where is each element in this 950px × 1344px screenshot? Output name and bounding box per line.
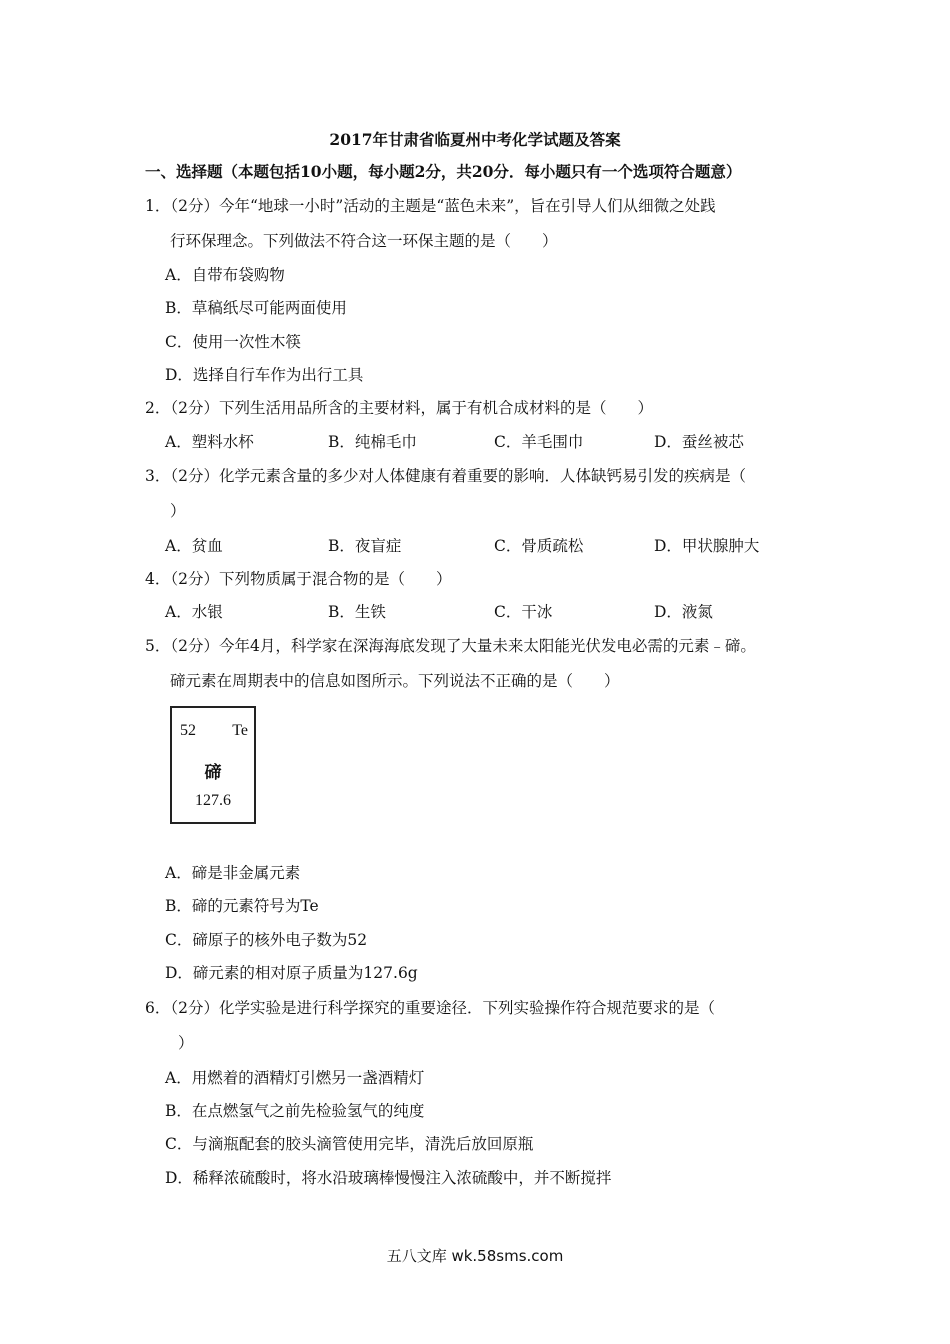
page-footer: 五八文库 wk.58sms.com [386,1247,564,1265]
question-3-option-b: B．夜盲症 [328,537,402,555]
section-heading: 一、选择题（本题包括10小题，每小题2分，共20分．每小题只有一个选项符合题意） [145,162,742,181]
question-1-option-d: D．选择自行车作为出行工具 [165,366,364,384]
question-1-option-b: B．草稿纸尽可能两面使用 [165,299,347,317]
question-4-option-b: B．生铁 [328,603,386,621]
question-6-option-a: A．用燃着的酒精灯引燃另一盏酒精灯 [165,1069,425,1087]
question-5-option-a: A．碲是非金属元素 [165,864,301,882]
question-4-stem-line-1: 4．（2分）下列物质属于混合物的是（ ） [145,570,452,588]
question-6-option-b: B．在点燃氢气之前先检验氢气的纯度 [165,1102,425,1120]
question-2-option-b: B．纯棉毛巾 [328,433,417,451]
question-3-stem-line-1: 3．（2分）化学元素含量的多少对人体健康有着重要的影响．人体缺钙易引发的疾病是（ [145,467,746,485]
question-6-stem-line-1: 6．（2分）化学实验是进行科学探究的重要途径．下列实验操作符合规范要求的是（ [145,999,715,1017]
tellurium-element-card [170,706,256,824]
question-6-option-d: D．稀释浓硫酸时，将水沿玻璃棒慢慢注入浓硫酸中，并不断搅拌 [165,1169,612,1187]
element-atomic-number: 52 [180,722,196,739]
question-5-stem-line-1: 5．（2分）今年4月，科学家在深海海底发现了大量未来太阳能光伏发电必需的元素﹣碲。 [145,637,756,655]
question-3-option-c: C．骨质疏松 [494,537,584,555]
question-3-stem-line-2: ） [170,502,186,520]
question-3-option-d: D．甲状腺肿大 [654,537,760,555]
question-3-option-a: A．贫血 [165,537,223,555]
question-2-stem-line-1: 2．（2分）下列生活用品所含的主要材料，属于有机合成材料的是（ ） [145,399,653,417]
question-2-option-d: D．蚕丝被芯 [654,433,744,451]
question-5-option-c: C．碲原子的核外电子数为52 [165,931,368,949]
element-symbol: Te [232,722,248,739]
question-4-option-a: A．水银 [165,603,223,621]
question-6-option-c: C．与滴瓶配套的胶头滴管使用完毕，清洗后放回原瓶 [165,1135,534,1153]
question-1-option-c: C．使用一次性木筷 [165,333,301,351]
question-2-option-a: A．塑料水杯 [165,433,254,451]
question-5-option-b: B．碲的元素符号为Te [165,897,319,915]
question-1-stem-line-1: 1．（2分）今年“地球一小时”活动的主题是“蓝色未来”，旨在引导人们从细微之处践 [145,197,716,215]
element-name: 碲 [204,763,222,782]
question-1-stem-line-2: 行环保理念。下列做法不符合这一环保主题的是（ ） [170,232,558,250]
question-4-option-c: C．干冰 [494,603,553,621]
question-1-option-a: A．自带布袋购物 [165,266,285,284]
question-2-option-c: C．羊毛围巾 [494,433,584,451]
element-mass: 127.6 [195,792,231,809]
question-6-stem-line-2: ） [178,1034,194,1052]
question-4-option-d: D．液氮 [654,603,713,621]
page-title: 2017年甘肃省临夏州中考化学试题及答案 [329,130,621,149]
question-5-option-d: D．碲元素的相对原子质量为127.6g [165,964,418,982]
question-5-stem-line-2: 碲元素在周期表中的信息如图所示。下列说法不正确的是（ ） [170,672,620,690]
